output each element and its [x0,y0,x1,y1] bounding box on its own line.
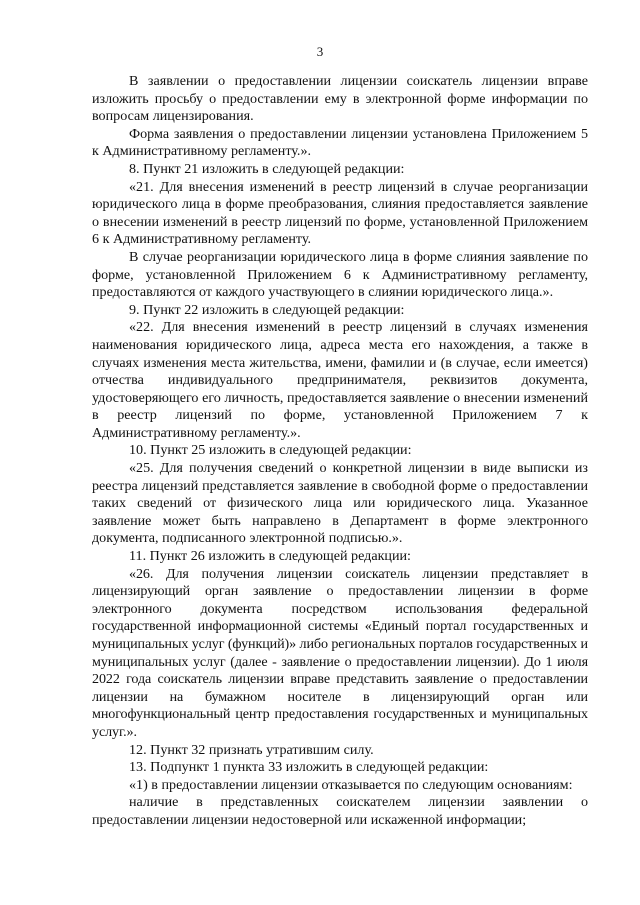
paragraph-clause-21: «21. Для внесения изменений в реестр лицензий в случае реорганизации юридического лица в форме преобразования, слияния предоставляется заявление о внесении изменений в реестр лицензий по форме, установленной Приложением 6 к Административному регламенту. [92,178,588,248]
paragraph-subclause-1: «1) в предоставлении лицензии отказывается по следующим основаниям: [129,776,573,793]
paragraph-refusal-ground: наличие в представленных соискателем лицензии заявлении о предоставлении лицензии недостоверной или искаженной информации; [92,794,588,828]
paragraph-clause-26: «26. Для получения лицензии соискатель лицензии представляет в лицензирующий орган заявление о предоставлении лицензии в форме электронного документа посредством использования федеральной государственной информационной системы «Единый портал государственных и муниципальных услуг (функций)» либо региональных порталов государственных и муниципальных услуг (далее - заявление о предоставлении лицензии). До 1 июля 2022 года соискатель лицензии вправе представить заявление о предоставлении лицензии на бумажном носителе в лицензирующий орган или многофункциональный центр предоставления государственных и муниципальных услуг.». [92,565,588,740]
paragraph-item-12: 12. Пункт 32 признать утратившим силу. [129,741,374,758]
paragraph-application-form: Форма заявления о предоставлении лицензии установлена Приложением 5 к Административному регламенту.». [92,125,588,160]
paragraph-merger-case: В случае реорганизации юридического лица в форме слияния заявление по форме, установленной Приложением 6 к Административному регламенту, предоставляются от каждого участвующего в слиянии юридического лица.». [92,248,588,301]
paragraph-item-10: 10. Пункт 25 изложить в следующей редакции: [129,442,412,459]
paragraph-clause-22: «22. Для внесения изменений в реестр лицензий в случаях изменения наименования юридического лица, адреса места его нахождения, а также в случаях изменения места жительства, имени, фамилии и (в случае, если имеется) отчества индивидуального предпринимателя, реквизитов документа, удостоверяющего его личность, предоставляется заявление о внесении изменений в реестр лицензий по форме, установленной Приложением 7 к Административному регламенту.». [92,319,588,441]
paragraph-item-11: 11. Пункт 26 изложить в следующей редакции: [129,548,411,565]
paragraph-item-9: 9. Пункт 22 изложить в следующей редакции: [129,301,405,318]
paragraph-application-request: В заявлении о предоставлении лицензии соискатель лицензии вправе изложить просьбу о предоставлении ему в электронной форме информации по вопросам лицензирования. [92,73,588,125]
paragraph-item-13: 13. Подпункт 1 пункта 33 изложить в следующей редакции: [129,759,489,776]
paragraph-item-8: 8. Пункт 21 изложить в следующей редакции: [129,160,405,177]
page-number: 3 [316,44,324,59]
document-body [92,73,588,830]
paragraph-clause-25: «25. Для получения сведений о конкретной лицензии в виде выписки из реестра лицензий представляется заявление в свободной форме о предоставлении таких сведений от физического лица или юридического лица. Указанное заявление может быть направлено в Департамент в форме электронного документа, подписанного электронной подписью.». [92,460,588,547]
